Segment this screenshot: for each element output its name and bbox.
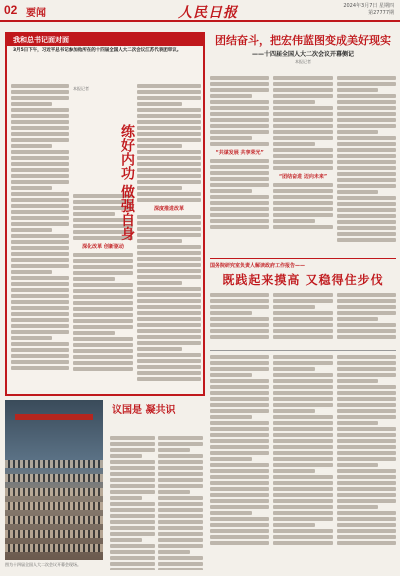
session-photo[interactable] xyxy=(5,400,103,560)
bottom-columns xyxy=(210,355,396,567)
lead-subhead: ——十四届全国人大二次会议开幕侧记 xyxy=(251,51,354,58)
story-column xyxy=(337,76,396,246)
feature-header xyxy=(7,34,203,46)
second-story xyxy=(210,258,396,346)
feature-label: 我和总书记面对面 xyxy=(13,36,69,44)
lead-inline-head: “团结奋进 迈向未来” xyxy=(278,174,328,180)
paper-logo: 人民日报 xyxy=(178,5,238,21)
lead-story xyxy=(210,32,396,250)
story-column xyxy=(337,293,396,345)
feature-subtitle: 深度推进改革 xyxy=(153,206,184,212)
feature-column xyxy=(137,84,201,392)
feature-column xyxy=(11,84,69,392)
feature-box xyxy=(5,32,205,396)
feature-lead: 3月5日下午，习近平总书记参加他所在的十四届全国人大二次会议江苏代表团审议。 xyxy=(13,48,182,53)
story-column xyxy=(337,355,396,567)
photo-caption: 图为十四届全国人大二次会议开幕会现场。 xyxy=(5,562,81,567)
lead-byline: 本报记者 xyxy=(295,59,311,64)
story-column xyxy=(110,436,155,570)
feature-byline: 本报记者 xyxy=(73,86,89,91)
story-column xyxy=(210,76,269,246)
second-kicker: 国务院研究室负责人解读政府工作报告—— xyxy=(210,263,306,269)
story-column xyxy=(210,355,269,567)
story-column xyxy=(273,76,332,246)
feature-subtitle: 深化改革 创新驱动 xyxy=(82,244,124,250)
second-headline[interactable]: 既践起来摸高 又稳得住步伐 xyxy=(222,273,384,287)
feature-big-title: 练好内功 做强自身 xyxy=(119,124,135,241)
second-story-columns xyxy=(210,293,396,345)
story-column xyxy=(273,355,332,567)
bottom-text-block xyxy=(210,350,396,570)
story-column xyxy=(273,293,332,345)
comment-headline[interactable]: 议国是 凝共识 xyxy=(112,405,176,416)
photo-banner xyxy=(15,414,93,420)
masthead xyxy=(0,0,400,22)
comment-columns xyxy=(110,436,203,570)
story-column xyxy=(210,293,269,345)
head-date-line: 第27777期 xyxy=(368,10,394,16)
section-name: 要闻 xyxy=(26,8,46,19)
story-column xyxy=(158,436,203,570)
comment-box xyxy=(108,400,205,572)
lead-headline[interactable]: 团结奋斗，把宏伟蓝图变成美好现实 xyxy=(215,34,391,47)
page-number: 02 xyxy=(4,3,18,17)
head-date-line: 2024年3月7日 星期四 xyxy=(343,3,394,9)
lead-inline-head: “共谋发展 共享荣光” xyxy=(215,150,264,156)
lead-story-columns xyxy=(210,76,396,246)
head-date xyxy=(343,3,394,17)
